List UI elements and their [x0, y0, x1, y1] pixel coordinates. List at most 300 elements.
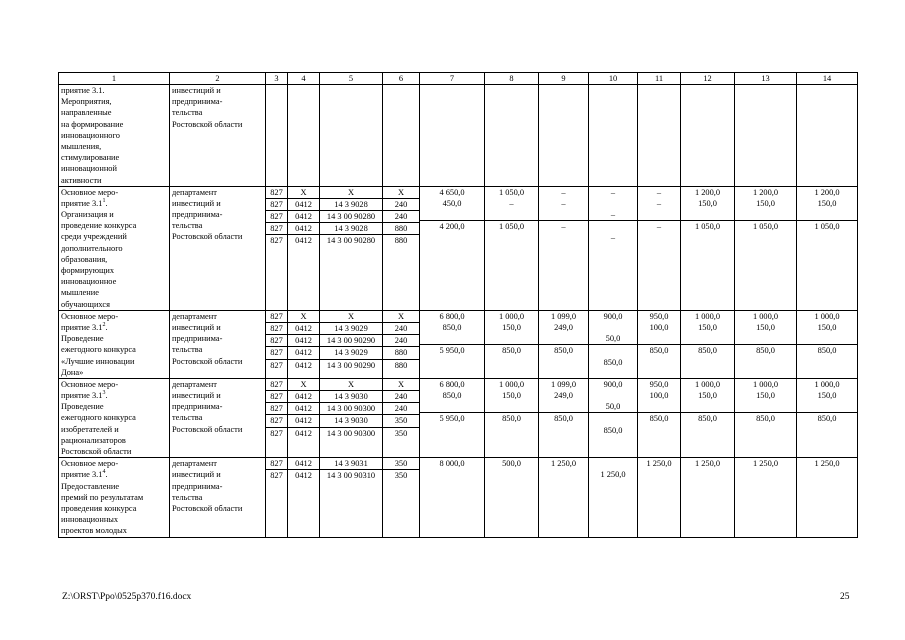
value-line — [485, 232, 538, 243]
value-line: 14 3 00 90280 — [320, 210, 382, 222]
value-line — [485, 469, 538, 480]
executor-cell — [170, 310, 266, 378]
value-cell — [681, 186, 735, 310]
value-line: 240 — [383, 210, 419, 222]
value-line: 150,0 — [698, 322, 717, 332]
value-line — [797, 425, 857, 436]
activity-name-cell — [59, 458, 170, 537]
executor-line: тельства — [172, 413, 203, 423]
value-line: 350 — [383, 414, 419, 426]
value-line: 240 — [383, 402, 419, 414]
executor-cell — [170, 186, 266, 310]
value-line: 150,0 — [756, 322, 775, 332]
value-line: 827 — [270, 311, 283, 321]
value-line: 880 — [383, 234, 419, 246]
value-line: 850,0 — [442, 322, 462, 332]
executor-cell — [170, 85, 266, 187]
value-line — [539, 232, 588, 243]
column-number: 4 — [288, 73, 320, 85]
value-line: 1 200,0 — [814, 187, 840, 197]
value-line: 4 200,0 — [420, 220, 484, 232]
executor-line: департамент — [172, 311, 217, 321]
value-line: Х — [397, 187, 405, 197]
value-line: 827 — [266, 359, 287, 371]
value-line: 1 250,0 — [550, 459, 577, 469]
executor-line: инвестиций и — [172, 198, 221, 208]
value-cell — [681, 378, 735, 457]
value-line: 0412 — [288, 402, 319, 414]
value-cell — [420, 458, 485, 537]
value-cell — [320, 378, 383, 457]
value-cell — [383, 186, 420, 310]
value-line: 14 3 00 90310 — [320, 469, 382, 481]
value-line: 850,0 — [638, 412, 680, 424]
activity-name-line: рационализаторов — [61, 435, 126, 445]
value-line — [735, 209, 796, 220]
value-line: Х — [347, 379, 355, 389]
activity-name-line: приятие $3.1^3$. — [61, 390, 108, 401]
value-line: 350 — [394, 459, 408, 469]
header-row — [59, 73, 858, 85]
value-line: 1 050,0 — [681, 220, 734, 232]
value-line: 0412 — [288, 334, 319, 346]
activity-name-line: образования, — [61, 254, 108, 264]
value-cell — [638, 186, 681, 310]
column-number: 14 — [797, 73, 858, 85]
value-line: 850,0 — [442, 391, 462, 401]
value-cell — [485, 378, 539, 457]
executor-line: Ростовской области — [172, 119, 243, 129]
value-line: 240 — [383, 334, 419, 346]
value-line: – — [509, 198, 514, 208]
value-line: 850,0 — [735, 412, 796, 424]
value-line — [681, 333, 734, 344]
activity-name-line: Предоставление — [61, 481, 120, 491]
activity-name-line: Проведение — [61, 402, 104, 412]
executor-line: департамент — [172, 187, 217, 197]
activity-name-line: Основное меро- — [61, 459, 119, 469]
value-line: 14 3 9028 — [320, 198, 382, 210]
value-line: 6 800,0 — [439, 379, 465, 389]
value-line: 100,0 — [649, 322, 669, 332]
value-line: 850,0 — [638, 344, 680, 356]
value-line: 850,0 — [603, 425, 623, 435]
footnote-marker: 4 — [102, 469, 106, 476]
value-cell — [420, 310, 485, 378]
value-cell — [539, 85, 589, 187]
value-line — [797, 333, 857, 344]
value-line — [638, 333, 680, 344]
value-cell — [485, 458, 539, 537]
value-line: 900,0 — [603, 379, 623, 389]
value-line: 850,0 — [539, 344, 588, 356]
value-line: 1 050,0 — [797, 220, 857, 232]
column-number: 10 — [589, 73, 638, 85]
executor-line: Ростовской области — [172, 232, 243, 242]
value-line: 1 250,0 — [600, 470, 626, 480]
activity-name-line: формирующих — [61, 266, 115, 275]
value-line — [681, 401, 734, 412]
executor-line: тельства — [172, 221, 203, 231]
value-cell — [485, 85, 539, 187]
value-line: Х — [347, 187, 355, 197]
value-cell — [383, 310, 420, 378]
value-line: Х — [397, 311, 405, 321]
activity-name-line: Мероприятия, — [61, 97, 112, 107]
value-line — [797, 232, 857, 243]
value-line: 249,0 — [554, 322, 573, 332]
activity-name-line: ежегодного конкурса — [61, 345, 136, 355]
value-line: – — [561, 187, 566, 197]
activity-name-cell — [59, 85, 170, 187]
value-line — [638, 232, 680, 243]
value-line: 4 650,0 — [439, 187, 465, 197]
executor-line: Ростовской области — [172, 424, 243, 434]
value-line: 0412 — [288, 427, 319, 439]
value-cell — [266, 458, 288, 537]
value-line: 1 000,0 — [752, 311, 779, 321]
value-line: 150,0 — [817, 391, 837, 401]
executor-line: предпринима- — [172, 481, 223, 491]
table-row — [59, 310, 858, 378]
value-cell — [539, 186, 589, 310]
value-line — [589, 322, 637, 333]
activity-name-line: приятие $3.1^4$. — [61, 469, 108, 480]
value-line: 880 — [383, 222, 419, 234]
value-cell — [420, 85, 485, 187]
value-line: 150,0 — [502, 391, 521, 401]
value-line: 827 — [266, 390, 287, 402]
value-line: 1 250,0 — [646, 459, 672, 469]
value-cell — [539, 378, 589, 457]
value-line: 150,0 — [698, 198, 717, 208]
value-line — [485, 425, 538, 436]
value-line: 5 950,0 — [420, 412, 484, 424]
value-line — [589, 412, 637, 424]
value-line — [735, 469, 796, 480]
value-line: – — [561, 198, 566, 208]
value-line — [681, 209, 734, 220]
value-line: 880 — [383, 359, 419, 371]
executor-line: тельства — [172, 108, 203, 118]
value-line: 850,0 — [485, 344, 538, 356]
footnote-marker: 3 — [102, 390, 106, 397]
activity-name-line: обучающихся — [61, 299, 110, 309]
value-line: 8 000,0 — [439, 459, 465, 469]
value-cell — [288, 85, 320, 187]
column-number: 5 — [320, 73, 383, 85]
activity-name-line: приятие $3.1^2$. — [61, 322, 108, 332]
value-line: 0412 — [295, 459, 312, 469]
value-line — [681, 469, 734, 480]
value-line: – — [610, 233, 616, 243]
value-line: Х — [397, 379, 405, 389]
value-line: 827 — [266, 414, 287, 426]
value-line: 150,0 — [502, 322, 521, 332]
value-cell — [485, 186, 539, 310]
value-line: 0412 — [288, 234, 319, 246]
value-line: 850,0 — [485, 412, 538, 424]
value-line — [539, 425, 588, 436]
value-line: 350 — [383, 427, 419, 439]
value-line: 14 3 00 90290 — [320, 334, 382, 346]
value-line: – — [610, 210, 616, 220]
value-line: 240 — [383, 322, 419, 334]
value-line — [735, 425, 796, 436]
page-number: 25 — [840, 592, 850, 602]
value-line — [797, 209, 857, 220]
value-line — [638, 401, 680, 412]
activity-name-line: среди учреждений — [61, 232, 127, 242]
value-line: 14 3 9028 — [320, 222, 382, 234]
value-cell — [288, 458, 320, 537]
activity-name-line: инновационного — [61, 130, 120, 140]
value-line: 1 250,0 — [752, 459, 779, 469]
value-cell — [266, 186, 288, 310]
value-cell — [735, 186, 797, 310]
value-line: 850,0 — [735, 344, 796, 356]
value-cell — [797, 310, 858, 378]
value-line — [735, 333, 796, 344]
value-line — [539, 357, 588, 368]
value-line — [420, 425, 484, 436]
value-line: 14 3 9029 — [320, 322, 382, 334]
value-line: 1 200,0 — [752, 187, 779, 197]
activity-name-line: инновационных — [61, 515, 119, 525]
value-cell — [638, 458, 681, 537]
value-cell — [288, 310, 320, 378]
column-number: 12 — [681, 73, 735, 85]
value-line: 14 3 9030 — [320, 414, 382, 426]
activity-name-line: проектов молодых — [61, 526, 127, 536]
value-line: Х — [300, 379, 307, 389]
value-line: 6 800,0 — [439, 311, 465, 321]
executor-line: предпринима- — [172, 334, 223, 344]
value-line — [485, 401, 538, 412]
activity-name-line: Основное меро- — [61, 187, 119, 197]
value-line: 827 — [266, 198, 287, 210]
value-cell — [320, 186, 383, 310]
value-line: 150,0 — [698, 391, 717, 401]
value-line: 14 3 9029 — [320, 346, 382, 358]
value-line: 900,0 — [603, 311, 623, 321]
value-cell — [266, 85, 288, 187]
value-line — [735, 232, 796, 243]
value-cell — [266, 310, 288, 378]
value-line: 150,0 — [756, 391, 775, 401]
value-cell — [797, 458, 858, 537]
value-line: 0412 — [288, 222, 319, 234]
value-line: 14 3 9031 — [334, 459, 368, 469]
executor-line: инвестиций и — [172, 391, 221, 401]
column-number: 7 — [420, 73, 485, 85]
executor-line: предпринима- — [172, 210, 223, 220]
value-line: 14 3 00 90300 — [320, 427, 382, 439]
value-line: 827 — [266, 222, 287, 234]
footnote-marker: 1 — [102, 198, 106, 205]
executor-line: инвестиций и — [172, 86, 221, 95]
value-line — [539, 333, 588, 344]
value-cell — [420, 186, 485, 310]
value-line: 14 3 00 90300 — [320, 402, 382, 414]
value-line: – — [638, 220, 680, 232]
value-cell — [539, 458, 589, 537]
value-line: 5 950,0 — [420, 344, 484, 356]
activity-name-line: премий по результатам — [61, 492, 144, 502]
activity-name-line: Организация и — [61, 210, 114, 220]
value-line: 240 — [383, 390, 419, 402]
activity-name-line: активности — [61, 175, 102, 185]
activity-name-cell — [59, 310, 170, 378]
value-cell — [320, 458, 383, 537]
activity-name-line: направленные — [61, 108, 112, 118]
value-line: 827 — [266, 322, 287, 334]
activity-name-line: изобретателей и — [61, 424, 119, 434]
activity-name-line: мышление — [61, 288, 99, 298]
budget-table — [58, 72, 858, 538]
activity-name-line: приятие $3.1^1$. — [61, 198, 108, 208]
activity-name-line: приятие 3.1. — [61, 86, 105, 95]
activity-name-line: Основное меро- — [61, 379, 119, 389]
executor-line: Ростовской области — [172, 503, 243, 513]
value-line: 1 000,0 — [814, 379, 840, 389]
column-number: 11 — [638, 73, 681, 85]
value-line: 1 099,0 — [550, 311, 577, 321]
value-line: 1 050,0 — [485, 220, 538, 232]
value-cell — [589, 378, 638, 457]
value-line — [420, 357, 484, 368]
value-line: 0412 — [288, 414, 319, 426]
value-line: Х — [300, 187, 307, 197]
value-cell — [638, 85, 681, 187]
value-line: 0412 — [288, 469, 319, 481]
executor-line: тельства — [172, 492, 203, 502]
executor-line: Ростовской области — [172, 356, 243, 366]
value-line: 827 — [266, 234, 287, 246]
value-line — [420, 209, 484, 220]
value-cell — [420, 378, 485, 457]
value-line: 0412 — [288, 198, 319, 210]
value-line: 0412 — [288, 210, 319, 222]
value-cell — [735, 378, 797, 457]
value-line — [420, 401, 484, 412]
value-cell — [681, 458, 735, 537]
value-line — [539, 401, 588, 412]
value-line: 500,0 — [502, 459, 521, 469]
value-line: 0412 — [288, 346, 319, 358]
value-cell — [797, 186, 858, 310]
value-line: – — [610, 187, 616, 197]
value-line — [589, 344, 637, 356]
value-line: 14 3 00 90290 — [320, 359, 382, 371]
value-cell — [735, 85, 797, 187]
value-line: 827 — [266, 427, 287, 439]
value-line: 827 — [266, 469, 287, 481]
value-line: 450,0 — [442, 198, 462, 208]
value-line — [797, 357, 857, 368]
value-line: 850,0 — [797, 344, 857, 356]
activity-name-line: проведения конкурса — [61, 503, 137, 513]
column-number: 9 — [539, 73, 589, 85]
value-line: 50,0 — [605, 402, 621, 412]
value-line: 1 050,0 — [735, 220, 796, 232]
value-line: 850,0 — [681, 412, 734, 424]
value-line: 827 — [270, 459, 283, 469]
value-cell — [383, 458, 420, 537]
value-cell — [681, 310, 735, 378]
activity-name-line: Проведение — [61, 334, 104, 344]
value-line: 1 000,0 — [694, 311, 721, 321]
activity-name-cell — [59, 186, 170, 310]
activity-name-line: инновационной — [61, 164, 117, 174]
value-line: 249,0 — [554, 391, 573, 401]
value-cell — [638, 310, 681, 378]
value-line: 950,0 — [649, 311, 669, 321]
value-line: 1 000,0 — [814, 311, 840, 321]
column-number: 8 — [485, 73, 539, 85]
executor-line: тельства — [172, 345, 203, 355]
value-line: – — [656, 198, 662, 208]
value-cell — [383, 378, 420, 457]
value-line — [797, 469, 857, 480]
value-line — [735, 357, 796, 368]
activity-name-line: проведение конкурса — [61, 221, 137, 231]
activity-name-line: Ростовской области — [61, 447, 132, 456]
value-line: 850,0 — [681, 344, 734, 356]
activity-name-line: мышления, — [61, 141, 102, 151]
column-number: 2 — [170, 73, 266, 85]
value-line — [638, 469, 680, 480]
executor-line: департамент — [172, 459, 217, 469]
activity-name-line: инновационное — [61, 277, 117, 287]
value-line — [485, 357, 538, 368]
value-line — [485, 333, 538, 344]
value-line: 1 200,0 — [694, 187, 721, 197]
value-cell — [797, 85, 858, 187]
value-cell — [797, 378, 858, 457]
value-line — [485, 209, 538, 220]
value-line — [589, 390, 637, 401]
value-cell — [638, 378, 681, 457]
executor-cell — [170, 458, 266, 537]
table-row — [59, 85, 858, 187]
value-line: 0412 — [288, 390, 319, 402]
value-line — [589, 198, 637, 209]
executor-line: предпринима- — [172, 402, 223, 412]
value-line: 827 — [266, 346, 287, 358]
column-number: 3 — [266, 73, 288, 85]
value-line: 827 — [266, 210, 287, 222]
value-cell — [485, 310, 539, 378]
value-line: Х — [300, 311, 307, 321]
activity-name-line: «Лучшие инновации — [61, 356, 135, 366]
executor-line: предпринима- — [172, 97, 223, 107]
value-line: 1 050,0 — [498, 187, 525, 197]
column-number: 1 — [59, 73, 170, 85]
value-line: 150,0 — [756, 198, 775, 208]
value-line: 850,0 — [603, 357, 623, 367]
executor-line: инвестиций и — [172, 322, 221, 332]
value-line: 950,0 — [649, 379, 669, 389]
value-line — [539, 209, 588, 220]
value-line: 50,0 — [605, 334, 621, 344]
value-cell — [589, 458, 638, 537]
value-line: 850,0 — [539, 412, 588, 424]
value-line — [420, 469, 484, 480]
table-row — [59, 458, 858, 537]
activity-name-line: Основное меро- — [61, 311, 119, 321]
value-line — [681, 425, 734, 436]
